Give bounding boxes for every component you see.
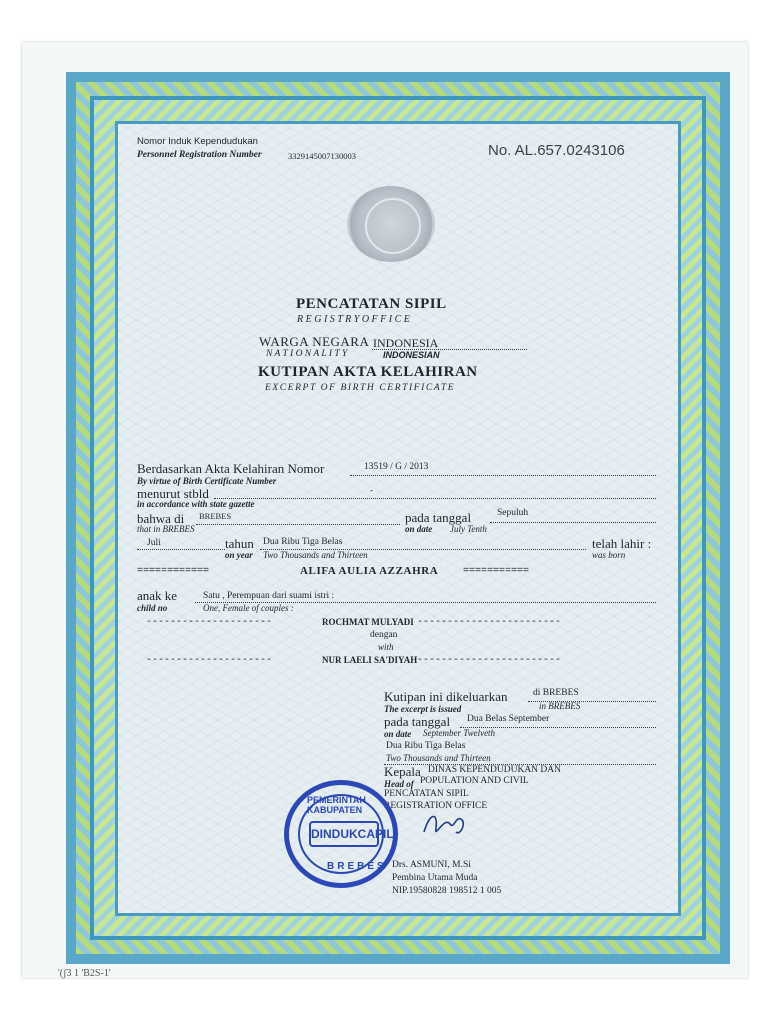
nationality-label-en: N A T I O N A L I T Y (266, 349, 348, 359)
office-title-en: R E G I S T R Y O F F I C E (297, 314, 410, 325)
head-value: DINAS KEPENDUDUKAN DAN (428, 765, 561, 775)
date-value-en: July Tenth (450, 524, 487, 534)
nik-label-en: Personnel Registration Number (137, 150, 262, 160)
issued-date-label-en: on date (384, 729, 412, 739)
nik-value: 3329145007130003 (288, 151, 356, 161)
father-name: ROCHMAT MULYADI (322, 617, 414, 627)
child-number-label: anak ke (137, 588, 178, 603)
issued-year-value: Dua Ribu Tiga Belas (386, 741, 466, 751)
official-name: Drs. ASMUNI, M.Si (392, 860, 471, 870)
year-label: tahun (225, 536, 254, 551)
mother-name: NUR LAELI SA'DIYAH (322, 655, 418, 665)
child-number-value: Satu , Perempuan dari suami istri : (203, 591, 335, 601)
basis-label-en: By virtue of Birth Certificate Number (137, 476, 277, 486)
stbld-value: - (370, 486, 374, 496)
child-name: ALIFA AULIA AZZAHRA (300, 565, 439, 577)
born-label-en: was born (592, 550, 626, 560)
month-value: Juli (147, 538, 161, 548)
born-label: telah lahir : (592, 536, 652, 551)
year-label-en: on year (225, 550, 253, 560)
stbld-label-en: in accordance with state gazette (137, 499, 255, 509)
garuda-emblem-icon (347, 186, 435, 262)
head-label: Kepala (384, 764, 421, 779)
date-label: pada tanggal (405, 510, 472, 525)
date-value: Sepuluh (497, 508, 529, 518)
head-value-en: POPULATION AND CIVIL (420, 776, 529, 786)
head-line-4: REGISTRATION OFFICE (384, 801, 488, 811)
issued-date-value-en: September Twelveth (423, 728, 496, 738)
document-title: KUTIPAN AKTA KELAHIRAN (258, 364, 478, 380)
child-number-value-en: One, Female of couples : (203, 603, 294, 613)
stbld-label: menurut stbld (137, 486, 209, 501)
issued-value: di BREBES (533, 688, 579, 698)
place-label: bahwa di (137, 511, 185, 526)
signature (420, 806, 470, 842)
nationality-value-en: INDONESIAN (383, 350, 440, 360)
year-value-en: Two Thousands and Thirteen (263, 550, 368, 560)
child-number-label-en: child no (137, 603, 168, 613)
place-value: BREBES (199, 511, 232, 521)
basis-value: 13519 / G / 2013 (364, 462, 429, 472)
certificate-number: No. AL.657.0243106 (488, 142, 625, 159)
issued-date-value: Dua Belas September (467, 714, 550, 724)
issued-label: Kutipan ini dikeluarkan (384, 689, 508, 704)
office-title: PENCATATAN SIPIL (296, 296, 447, 312)
with-label-en: with (378, 642, 394, 652)
issued-date-label: pada tanggal (384, 714, 451, 729)
official-nip: NIP.19580828 198512 1 005 (392, 886, 502, 896)
form-code: '(ʃ3 1 'B2S-1' (58, 968, 111, 979)
official-rank: Pembina Utama Muda (392, 873, 478, 883)
nationality-label: WARGA NEGARA (259, 334, 370, 349)
nationality-value: INDONESIA (373, 336, 439, 350)
document-title-en: EXCERPT OF BIRTH CERTIFICATE (265, 383, 456, 393)
nik-label: Nomor Induk Kependudukan (137, 136, 258, 147)
stamp-top-text: PEMERINTAH KABUPATEN (307, 795, 366, 815)
place-label-en: that in BREBES (137, 524, 195, 534)
stamp-bottom-text: BREBES (327, 861, 387, 872)
stamp-center-text: DINDUKCAPIL (309, 821, 379, 847)
date-label-en: on date (405, 524, 433, 534)
head-label-en: Head of (384, 779, 414, 789)
basis-label: Berdasarkan Akta Kelahiran Nomor (137, 461, 325, 476)
issued-label-en: The excerpt is issued (384, 704, 462, 714)
year-value: Dua Ribu Tiga Belas (263, 537, 343, 547)
with-label: dengan (370, 630, 398, 640)
issued-year-value-en: Two Thousands and Thirteen (386, 753, 491, 763)
head-line-3: PENCATATAN SIPIL (384, 789, 469, 799)
official-stamp (284, 780, 398, 888)
issued-value-en: in BREBES (539, 701, 581, 711)
